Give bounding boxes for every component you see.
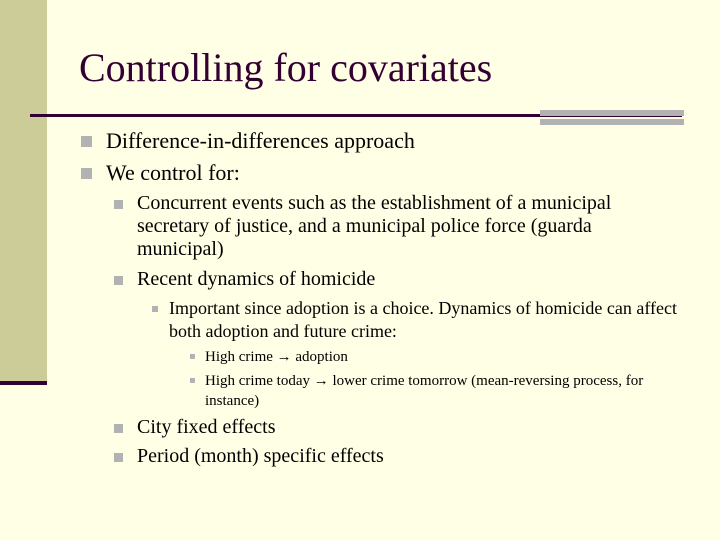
bullet-concurrent-events: Concurrent events such as the establishment of a municipal secretary of justice, and a municipal police force (guarda municipal) (137, 192, 612, 260)
bullet-square-icon (81, 136, 92, 147)
bullet-important-adoption: Important since adoption is a choice. Dynamics of homicide can affect both adoption and future crime: (169, 298, 677, 341)
bullet-square-icon (114, 453, 123, 462)
bullet-recent-dynamics: Recent dynamics of homicide (137, 268, 376, 290)
bullet-square-icon (81, 168, 92, 179)
title-divider-accent-bottom (540, 119, 684, 125)
bullet-high-crime-today: High crime today → lower crime tomorrow (mean-reversing process, for instance) (205, 373, 644, 409)
title-divider-accent-top (540, 110, 684, 116)
bullet-small-square-icon: ▪ (189, 375, 196, 386)
bullet-square-icon (114, 200, 123, 209)
bullet-square-icon (114, 424, 123, 433)
bullet-high-crime-adoption: High crime → adoption (205, 349, 348, 365)
bullet-square-icon (152, 306, 158, 312)
bullet-city-fixed-effects: City fixed effects (137, 416, 276, 438)
bullet-did-approach: Difference-in-differences approach (106, 128, 415, 153)
slide-title: Controlling for covariates (79, 45, 493, 90)
bullet-control-for: We control for: (106, 160, 240, 185)
bullet-small-square-icon: ▪ (189, 351, 196, 362)
side-accent-band (0, 0, 47, 382)
bullet-period-effects: Period (month) specific effects (137, 445, 384, 467)
side-accent-line (0, 381, 47, 385)
bullet-square-icon (114, 276, 123, 285)
